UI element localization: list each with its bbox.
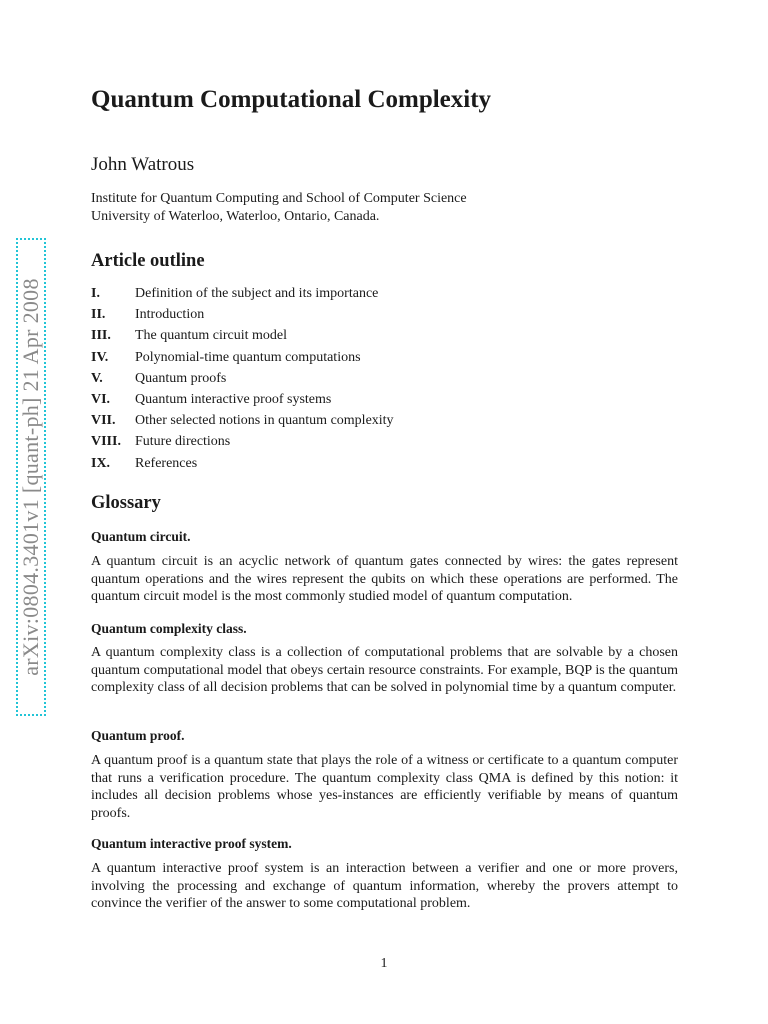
glossary-definition: A quantum circuit is an acyclic network of quantum gates connected by wires: the gates represent quantum operations and the wires represent the qubits on which these operations are performed. The quantum circuit model is the most commonly studied model of quantum computation. [91, 554, 678, 604]
glossary-heading: Glossary [91, 493, 161, 513]
outline-number: IX. [91, 455, 111, 471]
paper-title: Quantum Computational Complexity [91, 86, 492, 113]
outline-number: VI. [91, 391, 111, 407]
outline-number: V. [91, 370, 103, 386]
affiliation [91, 190, 467, 226]
glossary-definition: A quantum complexity class is a collection of computational problems that are solvable by a chosen quantum computational model that obeys certain resource constraints. For example, BQP is the quantum complexity class of all decision problems that can be solved in polynomial time by a quantum computer. [91, 645, 678, 695]
outline-item [91, 325, 591, 346]
outline-text: Definition of the subject and its importance [135, 286, 379, 301]
outline-number: II. [91, 307, 106, 323]
outline-text: Future directions [135, 434, 231, 450]
page-number: 1 [380, 956, 388, 971]
outline-item [91, 368, 591, 389]
outline-item [91, 347, 591, 368]
affiliation-line: Institute for Quantum Computing and School of Computer Science [91, 191, 467, 206]
glossary-term: Quantum proof. [91, 728, 185, 743]
outline-item [91, 431, 591, 452]
outline-number: VIII. [91, 434, 121, 450]
article-outline [91, 283, 591, 474]
glossary-term: Quantum interactive proof system. [91, 836, 292, 851]
arxiv-stamp [16, 238, 46, 716]
outline-number: IV. [91, 349, 109, 365]
outline-text: Quantum interactive proof systems [135, 391, 332, 407]
outline-number: III. [91, 328, 111, 344]
outline-text: Introduction [135, 307, 205, 323]
glossary-definition: A quantum proof is a quantum state that plays the role of a witness or certificate to a quantum computer that runs a verification procedure. The quantum complexity class QMA is defined by this notion: it includes all decision problems whose yes-instances are efficiently verifiable by means of quantum proofs. [91, 753, 678, 821]
arxiv-stamp-text: arXiv:0804.3401v1 [quant-ph] 21 Apr 2008 [18, 278, 43, 676]
outline-item [91, 304, 591, 325]
outline-number: VII. [91, 413, 116, 429]
outline-text: The quantum circuit model [135, 328, 288, 344]
outline-text: Quantum proofs [135, 370, 227, 386]
outline-text: Other selected notions in quantum complexity [135, 413, 394, 429]
outline-text: Polynomial-time quantum computations [135, 349, 361, 365]
outline-item [91, 453, 591, 474]
outline-item [91, 410, 591, 431]
outline-text: References [135, 455, 198, 471]
glossary-term: Quantum complexity class. [91, 621, 247, 636]
affiliation-line: University of Waterloo, Waterloo, Ontario, Canada. [91, 209, 380, 224]
outline-heading: Article outline [91, 251, 205, 271]
outline-item [91, 283, 591, 304]
outline-number: I. [91, 286, 100, 301]
glossary-definition: A quantum interactive proof system is an interaction between a verifier and one or more provers, involving the processing and exchange of quantum information, whereby the provers attempt to convince the verifier of the answer to some computational problem. [91, 861, 678, 911]
glossary-term: Quantum circuit. [91, 529, 191, 544]
outline-item [91, 389, 591, 410]
author-name: John Watrous [91, 154, 195, 175]
